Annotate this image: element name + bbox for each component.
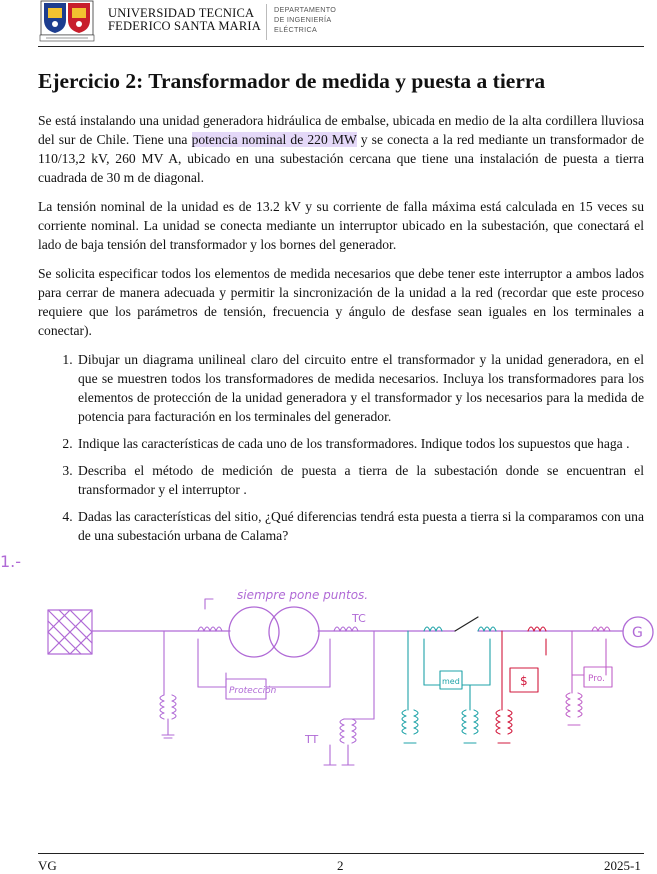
paragraph-2: La tensión nominal de la unidad es de 13.2 kV y su corriente de falla máxima está calculada en 15 veces su corriente nominal. La unidad se conecta mediante un interruptor ubicado en la subestación, que conectará el lado de baja tensión del transformador y los bornes del generador. [38,199,644,252]
vt-icon-right [324,719,356,765]
footer-page-number: 2 [337,858,344,873]
dept-line-2: DE INGENIERÍA [274,15,332,24]
list-item: 4. Dadas las características del sitio, ¿Qué diferencias tendrá esta puesta a tierra si la comparamos con una de una subestación urbana de Calama? [76,507,644,545]
grid-source-icon [48,610,92,654]
power-transformer-icon [229,607,319,657]
proteccion-wiring [164,631,374,719]
university-line-1: UNIVERSIDAD TECNICA [108,6,255,20]
university-line-2: FEDERICO SANTA MARIA [108,19,262,33]
list-item: 1. Dibujar un diagrama unilineal claro del circuito entre el transformador y la unidad generadora, en el que se muestren todos los transformadores de medida necesarios. Incluya los transformadores para los elementos de protección de la unidad generadora y el transformador y los necesarios para la medida de potencia para facturación en los terminales del generador. [76,350,644,426]
question-list [38,350,644,545]
exercise-content [38,68,644,553]
footer-author: VG [38,858,57,873]
university-name [108,7,261,33]
university-crest-logo [38,0,96,42]
vt-icon-teal [402,710,478,743]
vt-icon-left [160,695,176,738]
med-wiring [408,627,496,710]
exercise-title: Ejercicio 2: Transformador de medida y puesta a tierra [38,69,546,93]
list-item: 2. Indique las características de cada uno de los transformadores. Indique todos los supuestos que haga . [76,434,644,453]
med-label: med [442,677,460,686]
list-item: 3. Describa el método de medición de puesta a tierra de la subestación donde se encuentran el transformador y el interruptor . [76,461,644,499]
proteccion-label: Protección [229,686,277,696]
department-name [274,5,336,35]
tc-label: TC [352,612,366,625]
paragraph-3: Se solicita especificar todos los elementos de medida necesarios que debe tener este interruptor a ambos lados para cerrar de manera adecuada y permitir la sincronización de la unidad a la red (recordar que este proceso requiere que los parámetros de tensión, frecuencia y ángulo de desfase sean iguales en los terminales a conectar). [38,266,644,338]
breaker-switch-icon [455,617,478,631]
page-header [38,0,644,46]
dept-line-3: ELÉCTRICA [274,25,318,34]
header-rule [38,46,644,47]
note-siempre: siempre pone puntos. [237,588,369,602]
dept-line-1: DEPARTAMENTO [274,5,337,14]
answer-mark: 1.- [0,552,22,571]
billing-label: $ [520,674,528,688]
generator-label: G [632,625,643,641]
single-line-diagram [0,575,657,775]
para1-text-a: Se está instalando una unidad generadora hidráulica de embalse, ubicada en medio de la alta cordillera lluviosa del sur de Chile. Tiene una [38,113,644,147]
highlighted-text: potencia nominal de 220 MW [191,132,357,147]
footer-term: 2025-1 [604,858,641,873]
footer-rule [38,853,644,854]
para1-text-b: y se conecta a la red mediante un transformador de 110/13,2 kV, 260 MV A, ubicado en una subestación cercana que tiene una instalación de puesta a tierra cuadrada de 30 m de diagonal. [38,132,645,185]
paragraph-1 [38,111,644,187]
header-divider [266,4,267,40]
pro-label: Pro. [588,674,605,684]
tt-label: TT [305,733,319,746]
